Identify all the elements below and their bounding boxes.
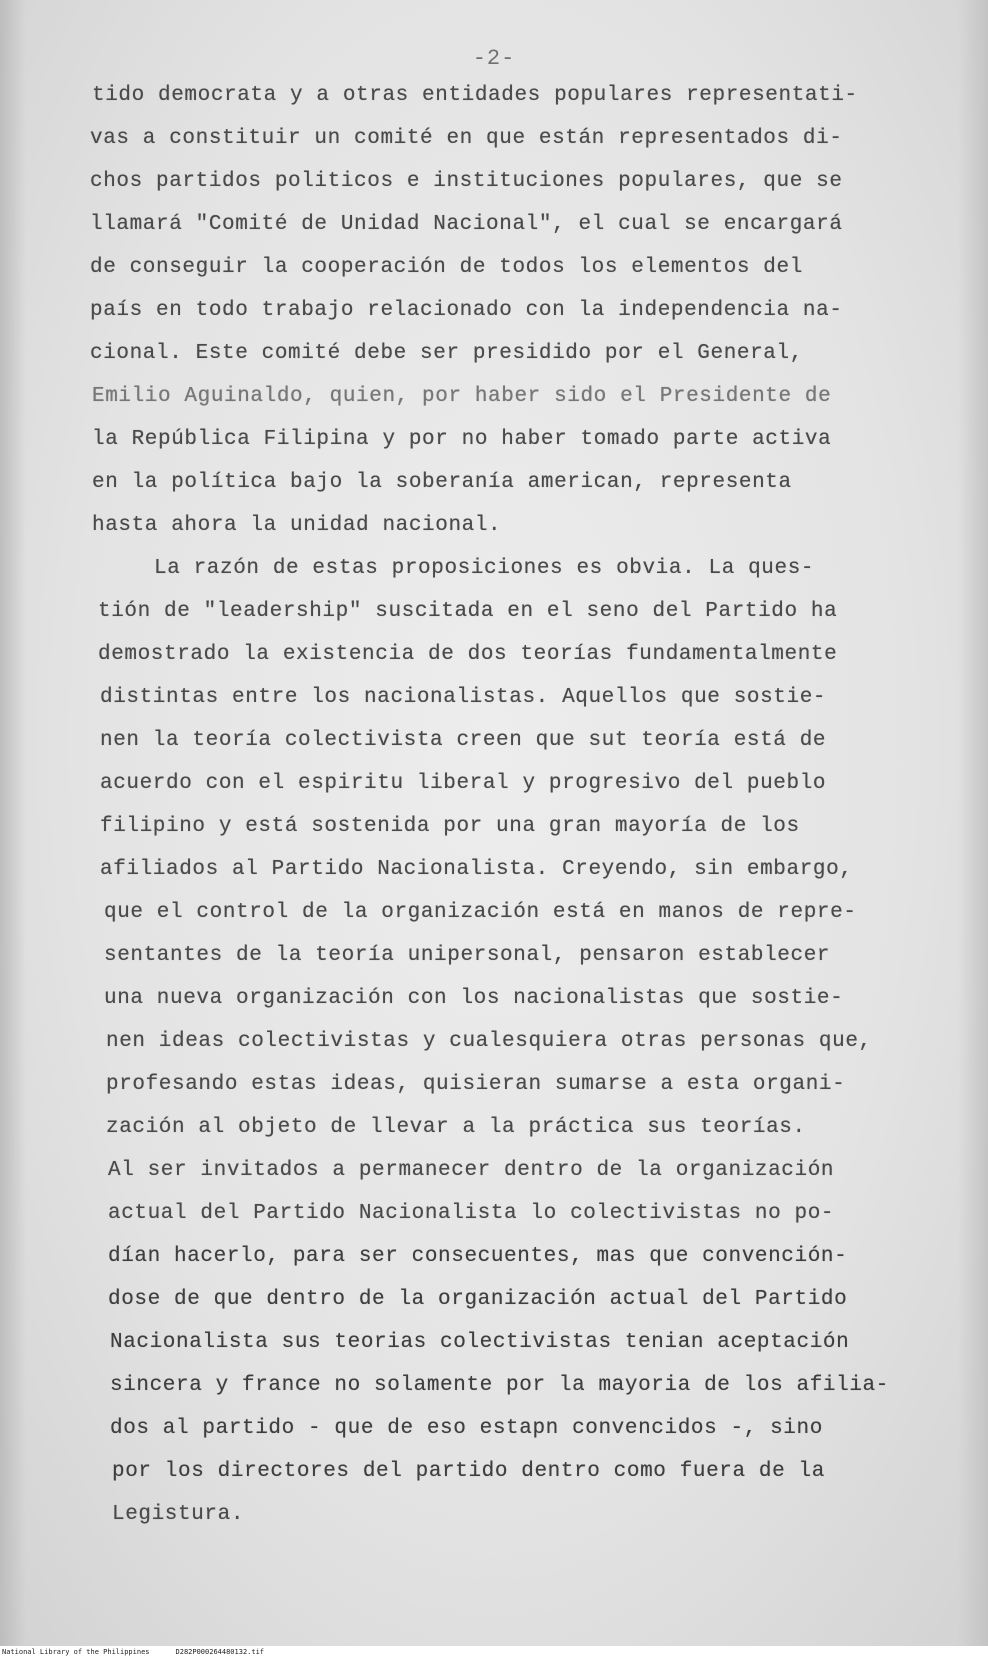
text-line: la República Filipina y por no haber tomado parte activa [92,428,832,451]
text-line: en la política bajo la soberanía american, representa [92,471,792,494]
text-line: vas a constituir un comité en que están representados di- [90,127,843,150]
text-line: Legistura. [112,1503,245,1526]
text-line: La razón de estas proposiciones es obvia. La ques- [154,557,815,580]
text-line: sincera y france no solamente por la mayoria de los afilia- [110,1374,889,1397]
text-line: tido democrata y a otras entidades populares representati- [92,84,858,107]
page-number: -2- [472,46,516,71]
text-line: Nacionalista sus teorias colectivistas tenian aceptación [110,1331,850,1354]
text-line: Emilio Aguinaldo, quien, por haber sido el Presidente de [92,385,832,408]
footer-library: National Library of the Philippines [2,1648,150,1656]
text-line: profesando estas ideas, quisieran sumarse a esta organi- [106,1073,846,1096]
text-line: de conseguir la cooperación de todos los elementos del [90,256,803,279]
text-line: nen ideas colectivistas y cualesquiera otras personas que, [106,1030,872,1053]
text-line: acuerdo con el espiritu liberal y progresivo del pueblo [100,772,827,795]
text-line: por los directores del partido dentro como fuera de la [112,1460,825,1483]
text-line: dos al partido - que de eso estapn convencidos -, sino [110,1417,823,1440]
text-line: dose de que dentro de la organización actual del Partido [108,1288,848,1311]
text-line: actual del Partido Nacionalista lo colectivistas no po- [108,1202,835,1225]
text-line: distintas entre los nacionalistas. Aquellos que sostie- [100,686,827,709]
text-line: llamará "Comité de Unidad Nacional", el cual se encargará [90,213,843,236]
text-line: filipino y está sostenida por una gran mayoría de los [100,815,800,838]
text-line: dían hacerlo, para ser consecuentes, mas que convención- [108,1245,848,1268]
archive-footer [0,1646,988,1658]
text-line: afiliados al Partido Nacionalista. Creyendo, sin embargo, [100,858,853,881]
text-line: sentantes de la teoría unipersonal, pensaron establecer [104,944,831,967]
text-line: hasta ahora la unidad nacional. [92,514,502,537]
scan-shadow-right [958,0,988,1646]
text-line: cional. Este comité debe ser presidido por el General, [90,342,803,365]
footer-filename: D282P000264480132.tif [175,1648,265,1656]
text-line: que el control de la organización está en manos de repre- [104,901,857,924]
scan-shadow-left [0,0,26,1646]
text-line: zación al objeto de llevar a la práctica sus teorías. [106,1116,806,1139]
text-line: tión de "leadership" suscitada en el seno del Partido ha [98,600,838,623]
text-line: país en todo trabajo relacionado con la independencia na- [90,299,843,322]
text-line: demostrado la existencia de dos teorías fundamentalmente [98,643,838,666]
text-line: Al ser invitados a permanecer dentro de la organización [108,1159,835,1182]
text-line: una nueva organización con los nacionalistas que sostie- [104,987,844,1010]
text-line: nen la teoría colectivista creen que sut teoría está de [100,729,827,752]
text-line: chos partidos politicos e instituciones populares, que se [90,170,843,193]
